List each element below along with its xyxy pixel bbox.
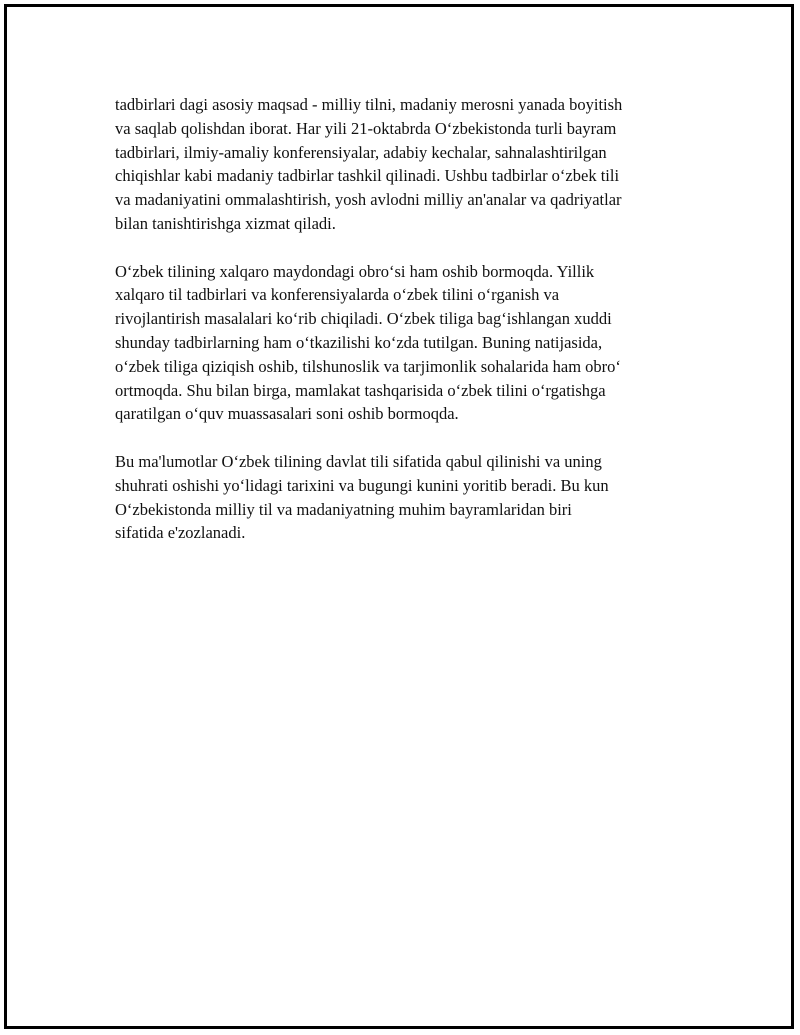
text-line: tadbirlari, ilmiy-amaliy konferensiyalar, adabiy kechalar, sahnalashtirilgan [115, 142, 607, 162]
paragraph-3 [115, 450, 700, 545]
paragraph-1 [115, 93, 700, 236]
text-line: O‘zbekistonda milliy til va madaniyatning muhim bayramlaridan biri [115, 499, 572, 519]
text-line: chiqishlar kabi madaniy tadbirlar tashkil qilinadi. Ushbu tadbirlar o‘zbek tili [115, 166, 620, 186]
text-line: va saqlab qolishdan iborat. Har yili 21-oktabrda O‘zbekistonda turli bayram [115, 118, 617, 138]
document-body [115, 93, 700, 569]
text-line: xalqaro til tadbirlari va konferensiyalarda o‘zbek tilini o‘rganish va [115, 285, 560, 305]
text-line: O‘zbek tilining xalqaro maydondagi obro‘si ham oshib bormoqda. Yillik [115, 261, 595, 281]
text-line: ortmoqda. Shu bilan birga, mamlakat tashqarisida o‘zbek tilini o‘rgatishga [115, 380, 606, 400]
text-line: bilan tanishtirishga xizmat qiladi. [115, 213, 336, 233]
text-line: qaratilgan o‘quv muassasalari soni oshib bormoqda. [115, 404, 459, 424]
text-line: sifatida e'zozlanadi. [115, 523, 246, 543]
text-line: va madaniyatini ommalashtirish, yosh avlodni milliy an'analar va qadriyatlar [115, 190, 622, 210]
text-line: o‘zbek tiliga qiziqish oshib, tilshunoslik va tarjimonlik sohalarida ham obro‘ [115, 356, 621, 376]
text-line: tadbirlari dagi asosiy maqsad - milliy tilni, madaniy merosni yanada boyitish [115, 95, 623, 114]
paragraph-2 [115, 260, 700, 427]
text-line: rivojlantirish masalalari ko‘rib chiqiladi. O‘zbek tiliga bag‘ishlangan xuddi [115, 309, 612, 329]
text-line: Bu ma'lumotlar O‘zbek tilining davlat tili sifatida qabul qilinishi va uning [115, 451, 602, 471]
text-line: shuhrati oshishi yo‘lidagi tarixini va bugungi kunini yoritib beradi. Bu kun [115, 475, 609, 495]
text-line: shunday tadbirlarning ham o‘tkazilishi ko‘zda tutilgan. Buning natijasida, [115, 332, 603, 352]
